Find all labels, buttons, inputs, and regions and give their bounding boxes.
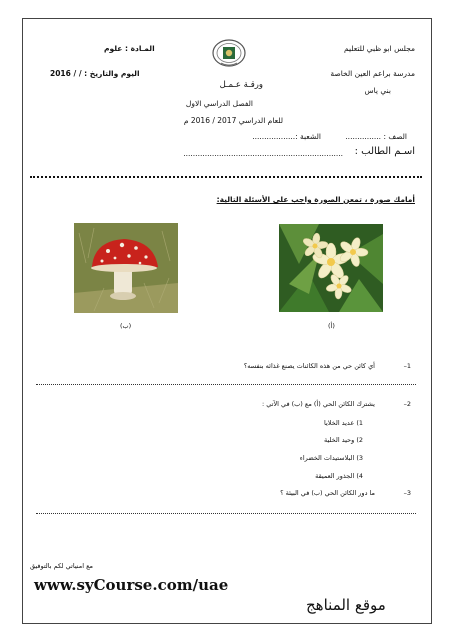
option-4 (315, 472, 363, 480)
student-name-label: اسـم الطالب : (354, 146, 415, 157)
section-field: الشعبة :.................. (252, 132, 321, 141)
option-2-text: وحيد الخلية (324, 436, 355, 444)
answer-line-1 (36, 384, 416, 385)
subject-label: المـادة : علوم (104, 44, 155, 53)
option-3-text: البلاستيدات الخضراء (299, 454, 355, 462)
instructions: أمامك صورة ، تمعن الصورة واجب على الأسئلة التالية: (216, 195, 415, 204)
option-2-number: 2) (356, 436, 363, 444)
option-3-number: 3) (356, 454, 363, 462)
separator-rule (30, 176, 422, 178)
page-border (22, 18, 432, 624)
school-logo-icon (211, 38, 247, 68)
question-2-text: يشترك الكائن الحي (أ) مع (ب) في الآتي : (261, 400, 375, 408)
option-4-text: الجذور العميقة (315, 472, 355, 480)
option-1 (324, 419, 363, 427)
question-3-number: 3– (403, 489, 411, 497)
answer-line-3 (36, 513, 416, 514)
council-name: مجلس ابو ظبي للتعليم (344, 44, 415, 53)
watermark-url: www.syCourse.com/uae (34, 576, 229, 594)
semester: الفصل الدراسي الاول (185, 99, 253, 108)
watermark-site: موقع المناهج (306, 596, 386, 614)
student-name-dots: ................................................................... (183, 149, 343, 158)
option-3 (300, 454, 363, 462)
question-3-text: ما دور الكائن الحي (ب) في البيئة ؟ (280, 489, 375, 497)
question-1-number: 1– (403, 362, 411, 370)
date-label: اليوم والتاريخ : / / 2016 (50, 69, 140, 78)
academic-year: للعام الدراسي 2017 / 2016 م (183, 116, 283, 125)
option-1-text: عديد الخلايا (324, 419, 355, 427)
school-location: بني ياس (364, 86, 391, 95)
image-b-label: (ب) (120, 322, 132, 330)
question-2-number: 2– (403, 400, 411, 408)
closing-wish: مع امنياتي لكم بالتوفيق (30, 562, 94, 570)
image-a-label: (أ) (328, 322, 335, 330)
option-2 (324, 436, 363, 444)
question-1-text: أي كائن حي من هذه الكائنات يصنع غذائه بنفسه؟ (243, 362, 375, 370)
option-4-number: 4) (356, 472, 363, 480)
flower-image (279, 224, 383, 312)
class-field: الصف : ............... (345, 132, 407, 141)
worksheet-title: ورقـة عـمـل (219, 80, 263, 90)
school-name: مدرسة براعم العين الخاصة (330, 69, 415, 78)
mushroom-image (74, 223, 178, 313)
option-1-number: 1) (356, 419, 363, 427)
